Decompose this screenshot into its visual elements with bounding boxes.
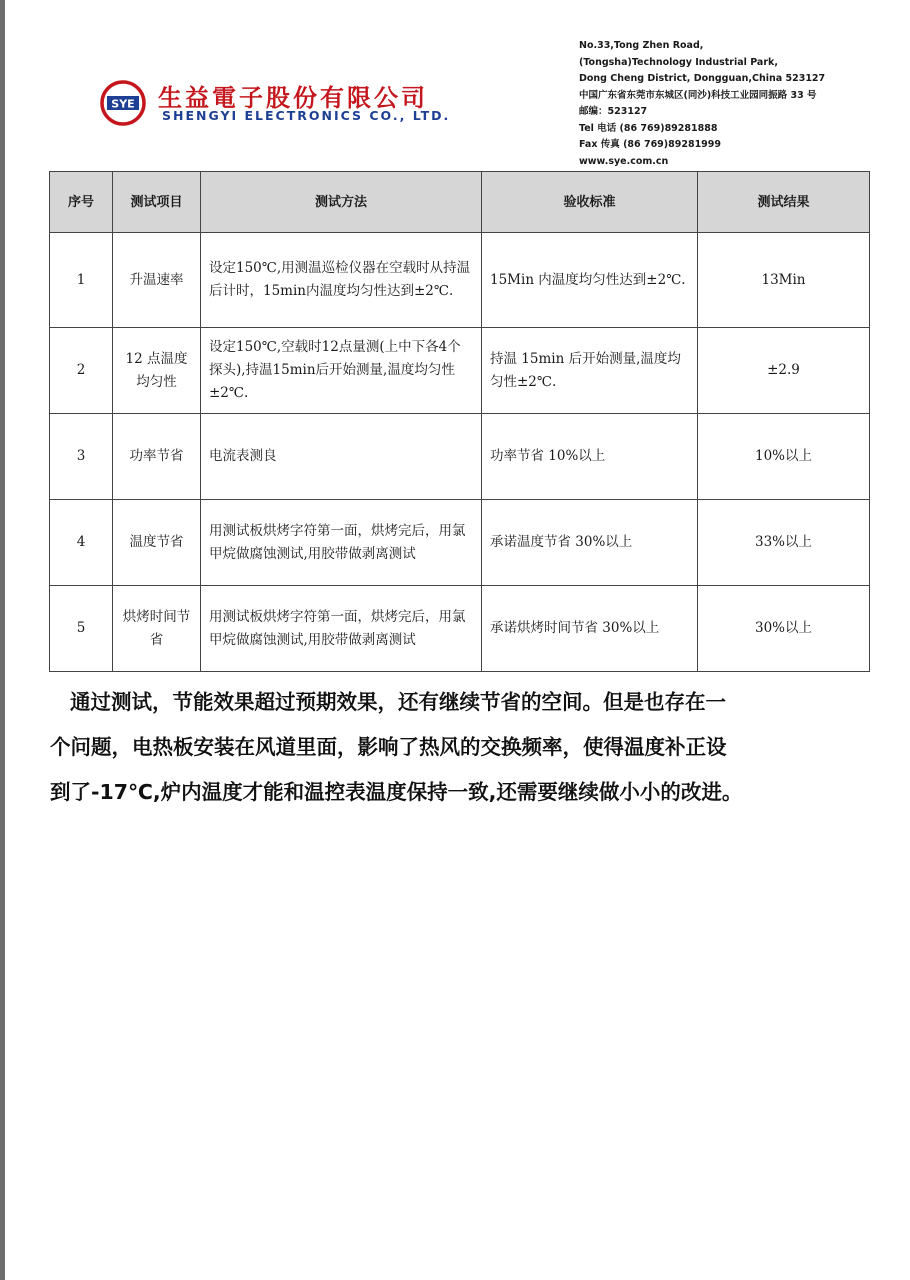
address-line: Dong Cheng District, Dongguan,China 523127	[579, 73, 826, 84]
conclusion-line: 到了-17℃,炉内温度才能和温控表温度保持一致,还需要继续做小小的改进。	[50, 780, 743, 804]
address-line-cn: 中国广东省东莞市东城区(同沙)科技工业园同振路 33 号	[579, 89, 817, 101]
cell-result: 33%以上	[698, 500, 870, 586]
cell-no: 3	[50, 414, 113, 500]
postal-code: 邮编：523127	[579, 106, 648, 117]
cell-standard: 承诺温度节省 30%以上	[482, 500, 698, 586]
table-row	[50, 500, 870, 586]
cell-no: 4	[50, 500, 113, 586]
cell-method: 用测试板烘烤字符第一面，烘烤完后，用氯甲烷做腐蚀测试,用胶带做剥离测试	[201, 500, 482, 586]
header-no: 序号	[50, 172, 113, 233]
header-standard: 验收标准	[482, 172, 698, 233]
company-logo	[100, 80, 146, 126]
cell-standard: 功率节省 10%以上	[482, 414, 698, 500]
cell-result: ±2.9	[698, 328, 870, 414]
conclusion-line: 个问题，电热板安装在风道里面，影响了热风的交换频率，使得温度补正设	[50, 735, 727, 759]
page-edge-bar	[0, 0, 5, 1280]
header-item: 测试项目	[113, 172, 201, 233]
company-address	[579, 38, 825, 170]
cell-no: 1	[50, 233, 113, 328]
cell-item: 烘烤时间节省	[113, 586, 201, 672]
logo-text: SYE	[111, 97, 135, 111]
cell-item: 升温速率	[113, 233, 201, 328]
conclusion-paragraph	[50, 680, 865, 815]
header-method: 测试方法	[201, 172, 482, 233]
cell-method: 设定150℃,空载时12点量测(上中下各4个探头),持温15min后开始测量,温度均匀性±2℃.	[201, 328, 482, 414]
address-line: No.33,Tong Zhen Road,	[579, 40, 704, 51]
address-line: (Tongsha)Technology Industrial Park,	[579, 56, 778, 68]
cell-standard: 承诺烘烤时间节省 30%以上	[482, 586, 698, 672]
fax: Fax 传真 (86 769)89281999	[579, 139, 722, 150]
conclusion-line: 通过测试，节能效果超过预期效果，还有继续节省的空间。但是也存在一	[70, 690, 726, 714]
table-header-row	[50, 172, 870, 233]
table-row	[50, 414, 870, 500]
table-row	[50, 328, 870, 414]
cell-item: 12 点温度均匀性	[113, 328, 201, 414]
cell-method: 用测试板烘烤字符第一面，烘烤完后，用氯甲烷做腐蚀测试,用胶带做剥离测试	[201, 586, 482, 672]
cell-item: 温度节省	[113, 500, 201, 586]
cell-standard: 15Min 内温度均匀性达到±2℃.	[482, 233, 698, 328]
header-result: 测试结果	[698, 172, 870, 233]
cell-result: 13Min	[698, 233, 870, 328]
company-name-cn: 生益電子股份有限公司	[158, 83, 428, 112]
cell-method: 设定150℃,用测温巡检仪器在空载时从持温后计时，15min内温度均匀性达到±2℃.	[201, 233, 482, 328]
phone: Tel 电话 (86 769)89281888	[579, 122, 718, 134]
cell-result: 10%以上	[698, 414, 870, 500]
cell-method: 电流表测良	[201, 414, 482, 500]
cell-no: 5	[50, 586, 113, 672]
table-row	[50, 233, 870, 328]
cell-result: 30%以上	[698, 586, 870, 672]
company-name-en: SHENGYI ELECTRONICS CO., LTD.	[162, 108, 451, 123]
test-results-table	[49, 171, 870, 672]
cell-standard: 持温 15min 后开始测量,温度均匀性±2℃.	[482, 328, 698, 414]
table-row	[50, 586, 870, 672]
cell-item: 功率节省	[113, 414, 201, 500]
cell-no: 2	[50, 328, 113, 414]
website: www.sye.com.cn	[579, 155, 669, 167]
